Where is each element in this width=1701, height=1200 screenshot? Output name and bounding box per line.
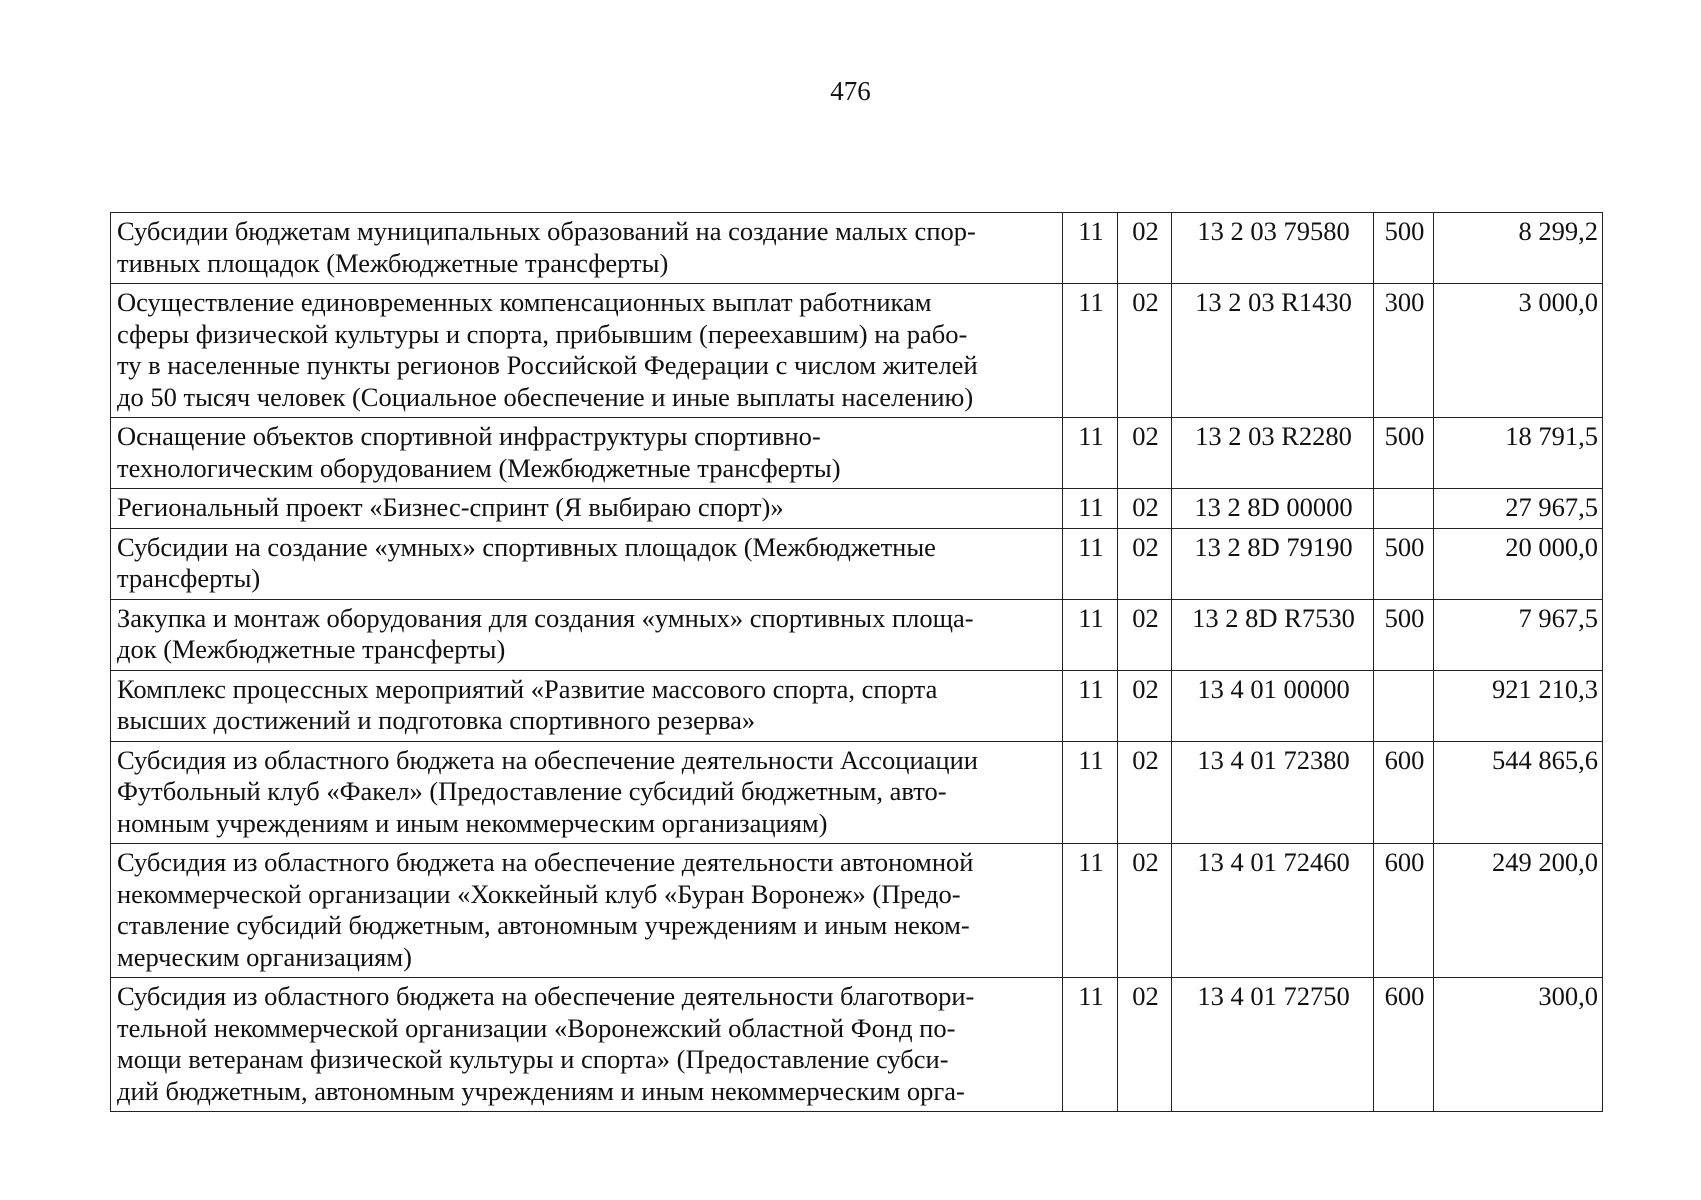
description-line: трансферты) [117, 563, 261, 593]
subsection-code-cell: 02 [1118, 528, 1172, 599]
section-code-cell: 11 [1063, 284, 1118, 418]
table-row [111, 844, 1603, 978]
description-line: высших достижений и подготовка спортивного резерва» [117, 705, 756, 735]
expense-kind-code-cell: 300 [1374, 284, 1434, 418]
subsection-code-cell: 02 [1118, 489, 1172, 529]
amount-cell: 3 000,0 [1434, 284, 1603, 418]
description-cell [111, 741, 1063, 844]
description-line: Футбольный клуб «Факел» (Предоставление субсидий бюджетным, авто- [117, 776, 947, 806]
table-row [111, 213, 1603, 284]
section-code-cell: 11 [1063, 741, 1118, 844]
description-cell [111, 213, 1063, 284]
expense-kind-code-cell: 600 [1374, 741, 1434, 844]
amount-cell: 8 299,2 [1434, 213, 1603, 284]
description-line: Комплекс процессных мероприятий «Развитие массового спорта, спорта [117, 673, 938, 704]
target-article-code-cell: 13 2 8D 00000 [1172, 489, 1374, 529]
description-line: дий бюджетным, автономным учреждениям и иным некоммерческим орга- [117, 1075, 965, 1106]
table-row [111, 528, 1603, 599]
table-row [111, 978, 1603, 1112]
description-line: до 50 тысяч человек (Социальное обеспечение и иные выплаты населению) [117, 381, 974, 412]
section-code-cell: 11 [1063, 489, 1118, 529]
target-article-code-cell: 13 2 8D 79190 [1172, 528, 1374, 599]
description-cell [111, 489, 1063, 529]
amount-cell: 544 865,6 [1434, 741, 1603, 844]
description-line: тивных площадок (Межбюджетные трансферты) [117, 247, 669, 278]
description-line: док (Межбюджетные трансферты) [117, 634, 506, 664]
amount-cell: 7 967,5 [1434, 599, 1603, 670]
description-line: Субсидии на создание «умных» спортивных площадок (Межбюджетные [117, 531, 936, 562]
target-article-code-cell: 13 4 01 00000 [1172, 670, 1374, 741]
target-article-code-cell: 13 2 8D R7530 [1172, 599, 1374, 670]
section-code-cell: 11 [1063, 844, 1118, 978]
description-line: ту в населенные пункты регионов Российской Федерации с числом жителей [117, 350, 978, 380]
section-code-cell: 11 [1063, 528, 1118, 599]
description-line: тельной некоммерческой организации «Воронежский областной Фонд по- [117, 1012, 956, 1043]
description-line: Оснащение объектов спортивной инфраструктуры спортивно- [117, 421, 821, 451]
target-article-code-cell: 13 2 03 79580 [1172, 213, 1374, 284]
expense-kind-code-cell: 500 [1374, 599, 1434, 670]
amount-cell: 300,0 [1434, 978, 1603, 1112]
expense-kind-code-cell [1374, 670, 1434, 741]
description-cell [111, 978, 1063, 1112]
subsection-code-cell: 02 [1118, 418, 1172, 489]
description-line: некоммерческой организации «Хоккейный клуб «Буран Воронеж» (Предо- [117, 878, 961, 909]
table-row [111, 489, 1603, 529]
subsection-code-cell: 02 [1118, 741, 1172, 844]
page-number: 476 [830, 76, 871, 106]
target-article-code-cell: 13 2 03 R2280 [1172, 418, 1374, 489]
description-line: Субсидия из областного бюджета на обеспечение деятельности благотвори- [117, 981, 975, 1011]
amount-cell: 249 200,0 [1434, 844, 1603, 978]
table-row [111, 284, 1603, 418]
description-line: мерческим организациям) [117, 941, 412, 972]
expense-kind-code-cell: 500 [1374, 213, 1434, 284]
description-line: Региональный проект «Бизнес-спринт (Я выбираю спорт)» [117, 492, 784, 522]
amount-cell: 921 210,3 [1434, 670, 1603, 741]
expense-kind-code-cell [1374, 489, 1434, 529]
description-cell [111, 599, 1063, 670]
description-line: ставление субсидий бюджетным, автономным учреждениям и иным неком- [117, 910, 970, 940]
expense-kind-code-cell: 600 [1374, 978, 1434, 1112]
table-row [111, 418, 1603, 489]
description-cell [111, 418, 1063, 489]
table-body [111, 213, 1603, 1112]
description-line: мощи ветеранам физической культуры и спорта» (Предоставление субси- [117, 1044, 949, 1074]
section-code-cell: 11 [1063, 978, 1118, 1112]
table-row [111, 599, 1603, 670]
section-code-cell: 11 [1063, 599, 1118, 670]
description-line: Субсидии бюджетам муниципальных образований на создание малых спор- [117, 216, 976, 246]
section-code-cell: 11 [1063, 670, 1118, 741]
subsection-code-cell: 02 [1118, 670, 1172, 741]
section-code-cell: 11 [1063, 213, 1118, 284]
description-line: Субсидия из областного бюджета на обеспечение деятельности автономной [117, 847, 974, 877]
table-row [111, 741, 1603, 844]
target-article-code-cell: 13 4 01 72380 [1172, 741, 1374, 844]
subsection-code-cell: 02 [1118, 844, 1172, 978]
subsection-code-cell: 02 [1118, 599, 1172, 670]
description-line: Субсидия из областного бюджета на обеспечение деятельности Ассоциации [117, 744, 978, 775]
expense-kind-code-cell: 500 [1374, 418, 1434, 489]
table-row [111, 670, 1603, 741]
amount-cell: 20 000,0 [1434, 528, 1603, 599]
description-line: технологическим оборудованием (Межбюджетные трансферты) [117, 452, 841, 483]
description-cell [111, 528, 1063, 599]
description-line: Осуществление единовременных компенсационных выплат работникам [117, 287, 932, 317]
description-line: Закупка и монтаж оборудования для создания «умных» спортивных площа- [117, 602, 974, 633]
target-article-code-cell: 13 4 01 72460 [1172, 844, 1374, 978]
section-code-cell: 11 [1063, 418, 1118, 489]
target-article-code-cell: 13 2 03 R1430 [1172, 284, 1374, 418]
target-article-code-cell: 13 4 01 72750 [1172, 978, 1374, 1112]
subsection-code-cell: 02 [1118, 978, 1172, 1112]
description-cell [111, 670, 1063, 741]
expense-kind-code-cell: 500 [1374, 528, 1434, 599]
description-line: сферы физической культуры и спорта, прибывшим (переехавшим) на рабо- [117, 318, 968, 349]
budget-table [110, 212, 1603, 1112]
subsection-code-cell: 02 [1118, 213, 1172, 284]
expense-kind-code-cell: 600 [1374, 844, 1434, 978]
description-cell [111, 284, 1063, 418]
subsection-code-cell: 02 [1118, 284, 1172, 418]
description-cell [111, 844, 1063, 978]
amount-cell: 18 791,5 [1434, 418, 1603, 489]
description-line: номным учреждениям и иным некоммерческим организациям) [117, 807, 828, 838]
amount-cell: 27 967,5 [1434, 489, 1603, 529]
